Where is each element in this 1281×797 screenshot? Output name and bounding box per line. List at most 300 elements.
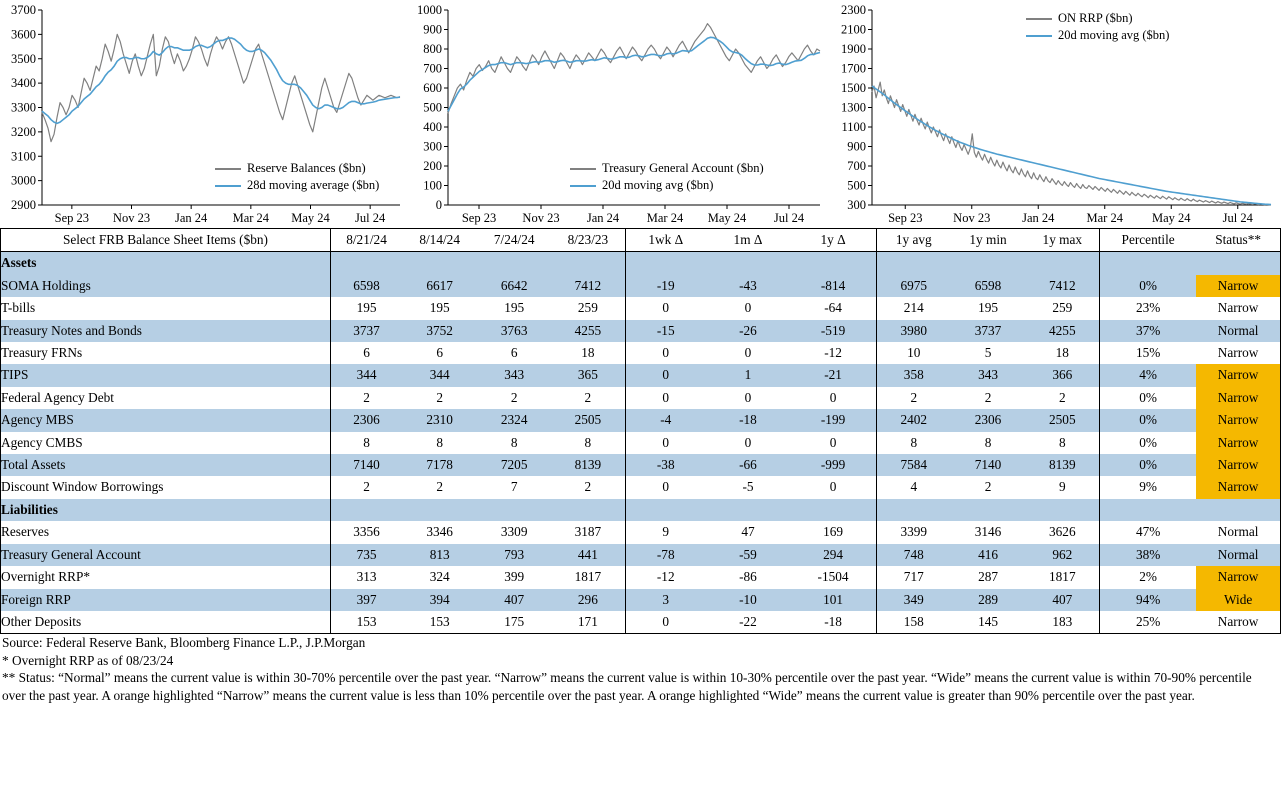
cell-value: 294 (790, 544, 876, 566)
cell-value: 3752 (402, 320, 477, 342)
svg-text:700: 700 (423, 61, 442, 76)
column-header: 1y Δ (790, 229, 876, 252)
cell-value: 2 (584, 389, 592, 405)
section-filler (330, 499, 402, 521)
status-badge: Narrow (1196, 364, 1280, 386)
cell-value: 8 (877, 432, 951, 454)
status-badge: Narrow (1196, 342, 1280, 364)
footnotes (0, 634, 1281, 704)
svg-text:Jul 24: Jul 24 (1222, 211, 1253, 225)
cell-value: 9% (1100, 476, 1197, 498)
cell-value: 0% (1100, 409, 1197, 431)
svg-text:500: 500 (423, 100, 442, 115)
table-row (1, 297, 1281, 319)
svg-text:800: 800 (423, 42, 442, 56)
legend-item (570, 160, 764, 177)
cell-value: -15 (625, 320, 706, 342)
cell-value: 735 (330, 544, 402, 566)
cell-value: 18 (1055, 345, 1069, 361)
cell-value: 47% (1100, 521, 1197, 543)
svg-text:Jul 24: Jul 24 (355, 211, 386, 225)
svg-text:Jan 24: Jan 24 (175, 211, 208, 225)
cell-value: 962 (1026, 544, 1100, 566)
cell-value: -5 (742, 479, 754, 495)
table-row (1, 454, 1281, 476)
chart-legend-2 (1026, 10, 1169, 44)
svg-text:Sep 23: Sep 23 (461, 211, 497, 225)
legend-label: Treasury General Account ($bn) (602, 161, 764, 175)
section-filler (402, 499, 477, 521)
cell-value: 3980 (877, 320, 951, 342)
section-filler (1196, 252, 1280, 275)
cell-value: 25% (1100, 611, 1197, 634)
table-row (1, 589, 1281, 611)
source-note: Source: Federal Reserve Bank, Bloomberg Finance L.P., J.P.Morgan (2, 635, 366, 651)
svg-text:3500: 3500 (11, 51, 36, 66)
section-filler (706, 499, 790, 521)
cell-value: 2 (984, 479, 992, 495)
svg-text:May 24: May 24 (707, 211, 747, 225)
cell-value: 23% (1100, 297, 1197, 319)
cell-value: -59 (706, 544, 790, 566)
column-header: 1y max (1026, 229, 1100, 252)
section-filler (551, 499, 625, 521)
status-badge: Normal (1196, 544, 1280, 566)
column-header: Status** (1196, 229, 1280, 252)
table-row (1, 566, 1281, 588)
cell-value: -519 (790, 320, 876, 342)
row-label: Overnight RRP* (1, 566, 331, 588)
cell-value: 153 (402, 611, 477, 634)
column-header: Percentile (1100, 229, 1197, 252)
cell-value: 0 (625, 432, 706, 454)
legend-label: Reserve Balances ($bn) (247, 161, 366, 175)
status-badge: Narrow (1196, 409, 1280, 431)
cell-value: 195 (978, 300, 999, 316)
table-section-row (1, 499, 1281, 521)
section-filler (1026, 252, 1100, 275)
chart-on-rrp (830, 0, 1281, 228)
cell-value: 158 (877, 611, 951, 634)
cell-value: -12 (625, 566, 706, 588)
table-section-row (1, 252, 1281, 275)
column-header: 8/14/24 (402, 229, 477, 252)
svg-text:700: 700 (847, 159, 866, 173)
cell-value: -78 (625, 544, 706, 566)
cell-value: 195 (504, 300, 525, 316)
legend-swatch-gray (215, 168, 241, 170)
svg-text:May 24: May 24 (291, 211, 330, 225)
cell-value: 289 (951, 589, 1026, 611)
row-label: Discount Window Borrowings (1, 476, 331, 498)
cell-value: 3626 (1049, 524, 1076, 540)
cell-value: -19 (625, 275, 706, 297)
cell-value: 0 (625, 297, 706, 319)
section-filler (951, 499, 1026, 521)
cell-value: 195 (330, 297, 402, 319)
cell-value: 38% (1100, 544, 1197, 566)
cell-value: 2 (436, 479, 443, 495)
row-label: SOMA Holdings (1, 275, 331, 297)
cell-value: 6598 (330, 275, 402, 297)
cell-value: 8 (584, 434, 592, 450)
svg-text:300: 300 (423, 139, 442, 154)
cell-value: 171 (551, 611, 625, 634)
svg-text:Nov 23: Nov 23 (112, 211, 151, 225)
cell-value: 366 (1026, 364, 1100, 386)
row-label: Agency MBS (1, 409, 331, 431)
legend-swatch-gray (1026, 18, 1052, 20)
cell-value: 2 (330, 387, 402, 409)
cell-value: 365 (551, 364, 625, 386)
cell-value: 3737 (330, 320, 402, 342)
cell-value: 0 (744, 434, 752, 450)
table-row (1, 544, 1281, 566)
svg-text:1500: 1500 (841, 81, 866, 95)
cell-value: 416 (951, 544, 1026, 566)
cell-value: 4255 (551, 320, 625, 342)
status-badge: Normal (1196, 521, 1280, 543)
svg-text:Sep 23: Sep 23 (888, 211, 923, 225)
table-row (1, 320, 1281, 342)
cell-value: 8 (436, 434, 443, 450)
legend-item (215, 177, 379, 194)
cell-value: 7140 (951, 454, 1026, 476)
cell-value: 748 (877, 544, 951, 566)
cell-value: 717 (877, 566, 951, 588)
legend-item (1026, 10, 1169, 27)
svg-text:Mar 24: Mar 24 (1086, 211, 1123, 225)
status-badge: Narrow (1196, 297, 1280, 319)
cell-value: 1 (706, 364, 790, 386)
cell-value: 9 (625, 521, 706, 543)
svg-text:900: 900 (423, 22, 442, 37)
cell-value: -38 (625, 454, 706, 476)
cell-value: 3 (625, 589, 706, 611)
table-row (1, 432, 1281, 454)
cell-value: 2324 (477, 409, 551, 431)
row-label: Agency CMBS (1, 432, 331, 454)
cell-value: 343 (951, 364, 1026, 386)
cell-value: 2 (1058, 389, 1066, 405)
cell-value: 37% (1100, 320, 1197, 342)
cell-value: 6975 (877, 275, 951, 297)
table-row (1, 364, 1281, 386)
row-label: TIPS (1, 364, 331, 386)
section-label: Assets (1, 252, 331, 275)
cell-value: -18 (706, 409, 790, 431)
charts-row (0, 0, 1281, 228)
svg-text:200: 200 (423, 159, 442, 173)
cell-value: 259 (577, 300, 598, 316)
row-label: Treasury General Account (1, 544, 331, 566)
section-filler (1196, 499, 1280, 521)
legend-item (215, 160, 379, 177)
column-header: 1m Δ (706, 229, 790, 252)
legend-label: 20d moving avg ($bn) (602, 178, 714, 192)
cell-value: 259 (1052, 300, 1073, 316)
chart-reserve-balances (0, 0, 410, 228)
cell-value: 2306 (330, 409, 402, 431)
legend-label: 28d moving average ($bn) (247, 178, 380, 192)
status-badge: Narrow (1196, 275, 1280, 297)
cell-value: 8 (984, 434, 992, 450)
cell-value: 8 (1058, 434, 1066, 450)
cell-value: 2 (510, 389, 518, 405)
table-row (1, 476, 1281, 498)
section-label: Liabilities (1, 499, 331, 521)
cell-value: 0 (829, 389, 837, 405)
svg-text:1000: 1000 (417, 3, 442, 17)
row-label: Reserves (1, 521, 331, 543)
cell-value: 153 (330, 611, 402, 634)
cell-value: 3309 (500, 524, 528, 540)
table-row (1, 275, 1281, 297)
svg-text:3700: 3700 (11, 3, 36, 17)
cell-value: 0 (829, 479, 837, 495)
svg-text:2100: 2100 (841, 22, 866, 37)
cell-value: 7 (510, 479, 518, 495)
svg-text:3300: 3300 (11, 100, 36, 115)
column-header: Select FRB Balance Sheet Items ($bn) (1, 229, 331, 252)
cell-value: 4% (1100, 364, 1197, 386)
section-filler (1100, 499, 1197, 521)
cell-value: 6598 (951, 275, 1026, 297)
section-filler (877, 252, 951, 275)
cell-value: 2402 (877, 409, 951, 431)
cell-value: 175 (477, 611, 551, 634)
cell-value: -1504 (817, 569, 849, 585)
cell-value: -43 (706, 275, 790, 297)
cell-value: 407 (477, 589, 551, 611)
row-label: Treasury FRNs (1, 342, 331, 364)
column-header: 7/24/24 (477, 229, 551, 252)
cell-value: 0 (625, 342, 706, 364)
cell-value: -814 (790, 275, 876, 297)
cell-value: -86 (739, 569, 757, 585)
cell-value: 287 (978, 569, 999, 585)
cell-value: 15% (1100, 342, 1197, 364)
cell-value: 813 (402, 544, 477, 566)
cell-value: 6642 (477, 275, 551, 297)
column-header: 1y avg (877, 229, 951, 252)
status-badge: Normal (1196, 320, 1280, 342)
cell-value: 0 (625, 364, 706, 386)
svg-text:300: 300 (847, 198, 866, 212)
legend-swatch-blue (570, 185, 596, 187)
svg-text:May 24: May 24 (1151, 211, 1191, 225)
svg-text:1900: 1900 (841, 42, 866, 56)
cell-value: 344 (402, 364, 477, 386)
footnote-2: ** Status: “Normal” means the current value is within 30-70% percentile over the past year. “Narrow” means the current value is within 10-30% percentile over the past year. “Wide” means the current value is within 70-90% percentile over the past year. A orange highlighted “Narrow” means the current value is less than 10% percentile over the past year. A orange highlighted “Wide” means the current value is greater than 90% percentile over the past year. (2, 670, 1252, 703)
section-filler (706, 252, 790, 275)
cell-value: -21 (790, 364, 876, 386)
svg-text:Jul 24: Jul 24 (773, 211, 805, 225)
section-filler (790, 252, 876, 275)
svg-text:3600: 3600 (11, 27, 36, 42)
svg-text:Nov 23: Nov 23 (953, 211, 991, 225)
cell-value: 349 (877, 589, 951, 611)
cell-value: 183 (1026, 611, 1100, 634)
cell-value: -10 (706, 589, 790, 611)
svg-text:Mar 24: Mar 24 (232, 211, 270, 225)
row-label: T-bills (1, 297, 331, 319)
cell-value: 0 (625, 387, 706, 409)
cell-value: 5 (984, 345, 992, 361)
cell-value: 2505 (551, 409, 625, 431)
svg-text:3400: 3400 (11, 76, 36, 91)
svg-text:1700: 1700 (841, 61, 866, 76)
cell-value: 1817 (1049, 569, 1076, 585)
legend-item (570, 177, 764, 194)
cell-value: 8139 (1026, 454, 1100, 476)
cell-value: 0% (1100, 275, 1197, 297)
cell-value: 399 (504, 569, 525, 585)
section-filler (951, 252, 1026, 275)
status-badge: Wide (1196, 589, 1280, 611)
cell-value: 407 (1026, 589, 1100, 611)
cell-value: 358 (877, 364, 951, 386)
cell-value: 2310 (402, 409, 477, 431)
cell-value: 7412 (551, 275, 625, 297)
section-filler (402, 252, 477, 275)
row-label: Federal Agency Debt (1, 387, 331, 409)
cell-value: -26 (706, 320, 790, 342)
cell-value: 3146 (974, 524, 1002, 540)
cell-value: 0 (744, 300, 752, 316)
section-filler (551, 252, 625, 275)
cell-value: 145 (951, 611, 1026, 634)
cell-value: 3763 (477, 320, 551, 342)
legend-label: 20d moving avg ($bn) (1058, 28, 1170, 42)
cell-value: 195 (429, 300, 450, 316)
cell-value: 7178 (402, 454, 477, 476)
section-filler (477, 252, 551, 275)
status-badge: Narrow (1196, 387, 1280, 409)
cell-value: 296 (551, 589, 625, 611)
section-filler (1100, 252, 1197, 275)
svg-text:900: 900 (847, 139, 866, 154)
cell-value: 344 (330, 364, 402, 386)
cell-value: 313 (330, 566, 402, 588)
cell-value: 0% (1100, 387, 1197, 409)
cell-value: -999 (790, 454, 876, 476)
cell-value: 3346 (426, 524, 453, 540)
row-label: Total Assets (1, 454, 331, 476)
svg-text:3000: 3000 (11, 173, 36, 188)
table-header-row (1, 229, 1281, 252)
cell-value: 7584 (877, 454, 951, 476)
svg-text:400: 400 (423, 120, 442, 134)
cell-value: 6 (436, 345, 443, 361)
status-badge: Narrow (1196, 566, 1280, 588)
table-row (1, 387, 1281, 409)
svg-text:2900: 2900 (11, 198, 36, 212)
chart-legend-0 (215, 160, 379, 194)
cell-value: 101 (790, 589, 876, 611)
column-header: 8/23/23 (551, 229, 625, 252)
legend-item (1026, 27, 1169, 44)
cell-value: 343 (477, 364, 551, 386)
cell-value: 169 (823, 524, 844, 540)
svg-text:1100: 1100 (841, 120, 866, 134)
svg-text:0: 0 (435, 198, 442, 212)
svg-text:Jan 24: Jan 24 (586, 211, 620, 225)
svg-text:Nov 23: Nov 23 (522, 211, 560, 225)
section-filler (625, 252, 706, 275)
cell-value: 3737 (951, 320, 1026, 342)
cell-value: 793 (477, 544, 551, 566)
legend-label: ON RRP ($bn) (1058, 11, 1133, 25)
cell-value: 0 (744, 345, 752, 361)
cell-value: 8 (330, 432, 402, 454)
cell-value: 8139 (551, 454, 625, 476)
svg-text:2300: 2300 (841, 3, 866, 17)
status-badge: Narrow (1196, 611, 1280, 634)
cell-value: 0 (744, 389, 752, 405)
cell-value: 6 (510, 345, 518, 361)
cell-value: 441 (551, 544, 625, 566)
cell-value: -12 (824, 345, 842, 361)
cell-value: 0% (1100, 432, 1197, 454)
status-badge: Narrow (1196, 454, 1280, 476)
row-label: Other Deposits (1, 611, 331, 634)
table-row (1, 611, 1281, 634)
cell-value: 94% (1100, 589, 1197, 611)
row-label: Treasury Notes and Bonds (1, 320, 331, 342)
cell-value: 6617 (402, 275, 477, 297)
svg-text:500: 500 (847, 178, 866, 193)
row-label: Foreign RRP (1, 589, 331, 611)
chart-treasury-general-account (410, 0, 830, 228)
section-filler (625, 499, 706, 521)
svg-text:3100: 3100 (11, 149, 36, 164)
column-header: 8/21/24 (330, 229, 402, 252)
status-badge: Narrow (1196, 432, 1280, 454)
cell-value: 7140 (330, 454, 402, 476)
cell-value: 2 (436, 389, 443, 405)
cell-value: 0 (625, 611, 706, 634)
svg-text:Mar 24: Mar 24 (646, 211, 684, 225)
section-filler (1026, 499, 1100, 521)
cell-value: -199 (790, 409, 876, 431)
section-filler (790, 499, 876, 521)
cell-value: -22 (706, 611, 790, 634)
cell-value: 47 (741, 524, 755, 540)
cell-value: 214 (877, 297, 951, 319)
legend-swatch-blue (1026, 35, 1052, 37)
svg-text:Jan 24: Jan 24 (1022, 211, 1055, 225)
cell-value: 324 (429, 569, 450, 585)
table-row (1, 521, 1281, 543)
svg-text:600: 600 (423, 81, 442, 95)
balance-sheet-table (0, 228, 1281, 634)
cell-value: -64 (824, 300, 842, 316)
table-row (1, 342, 1281, 364)
svg-text:Sep 23: Sep 23 (54, 211, 90, 225)
column-header: 1wk Δ (625, 229, 706, 252)
cell-value: -18 (790, 611, 876, 634)
section-filler (877, 499, 951, 521)
cell-value: 3356 (330, 521, 402, 543)
cell-value: 1817 (574, 569, 602, 585)
cell-value: 2% (1100, 566, 1197, 588)
cell-value: 6 (330, 342, 402, 364)
chart-legend-1 (570, 160, 764, 194)
svg-text:100: 100 (423, 178, 442, 193)
table-row (1, 409, 1281, 431)
cell-value: 7412 (1026, 275, 1100, 297)
